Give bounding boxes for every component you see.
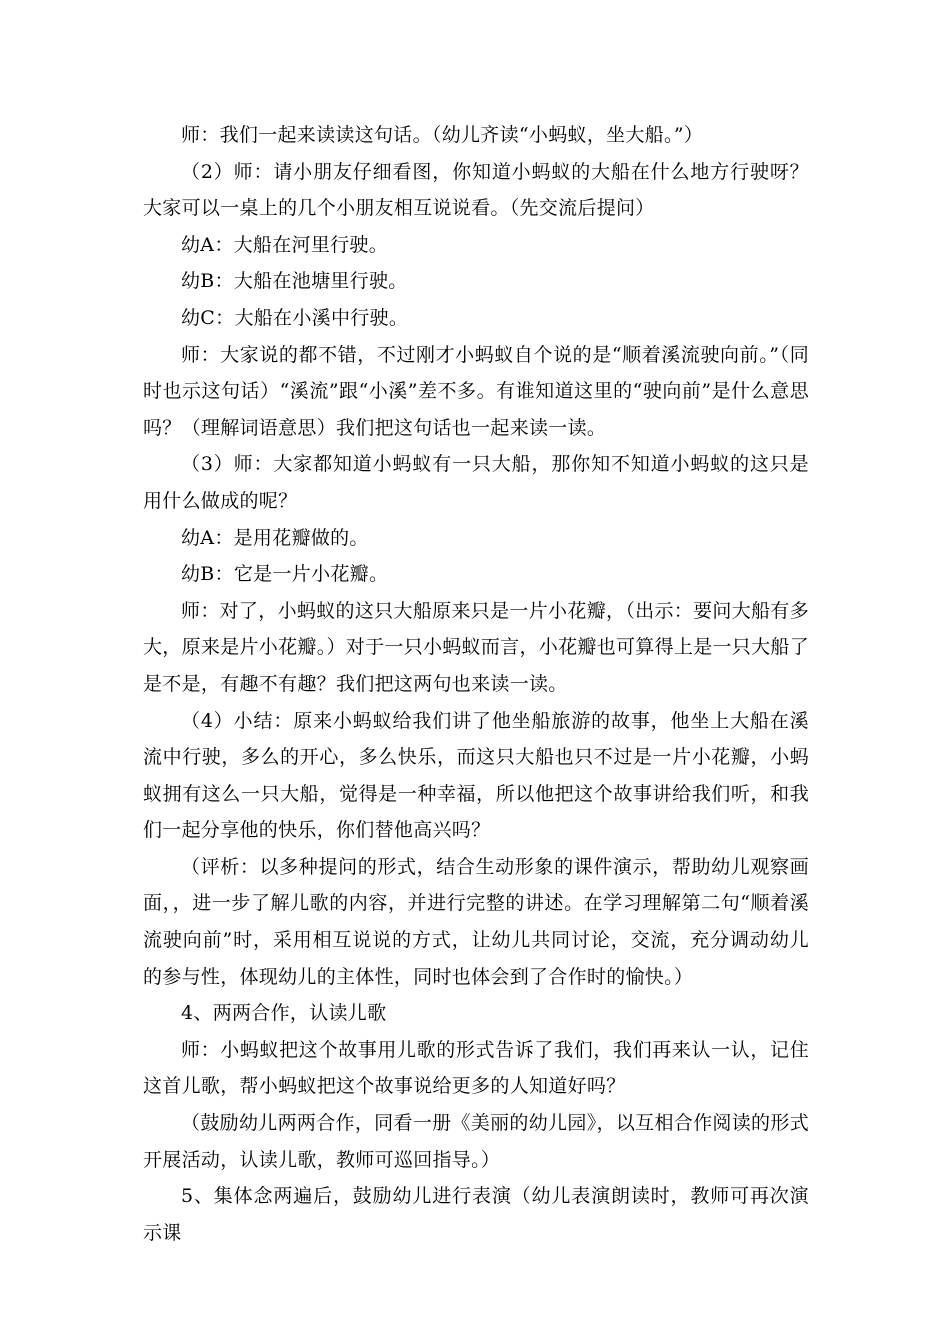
paragraph-1: 师：我们一起来读读这句话。（幼儿齐读“小蚂蚁，坐大船。”） (181, 124, 704, 146)
paragraph-15: （鼓励幼儿两两合作，同看一册《美丽的幼儿园》，以互相合作阅读的形式开展活动，认读儿歌，教师可巡回指导。） (143, 1112, 809, 1171)
paragraph-8: 幼A：是用花瓣做的。 (181, 526, 369, 549)
document-body (143, 117, 809, 1251)
section-heading-4: 4、两两合作，认读儿歌 (181, 1002, 387, 1025)
paragraph-7: （3）师：大家都知道小蚂蚁有一只大船，那你知不知道小蚂蚁的这只是用什么做成的呢？ (143, 453, 809, 512)
paragraph-12: （评析：以多种提问的形式，结合生动形象的课件演示，帮助幼儿观察画面，，进一步了解儿歌的内容，并进行完整的讲述。在学习理解第二句“顺着溪流驶向前”时，采用相互说说的方式，让幼儿共同讨论，交流，充分调动幼儿的参与性，体现幼儿的主体性，同时也体会到了合作时的愉快。） (143, 855, 809, 988)
paragraph-16: 5、集体念两遍后，鼓励幼儿进行表演（幼儿表演朗读时，教师可再次演示课 (143, 1185, 809, 1244)
paragraph-6: 师：大家说的都不错，不过刚才小蚂蚁自个说的是“顺着溪流驶向前。”（同时也示这句话）“溪流”跟“小溪”差不多。有谁知道这里的“驶向前”是什么意思吗？（理解词语意思）我们把这句话也一起来读一读。 (143, 343, 809, 439)
paragraph-14: 师：小蚂蚁把这个故事用儿歌的形式告诉了我们，我们再来认一认，记住这首儿歌，帮小蚂蚁把这个故事说给更多的人知道好吗？ (143, 1038, 809, 1098)
paragraph-10: 师：对了，小蚂蚁的这只大船原来只是一片小花瓣，（出示：要问大船有多大，原来是片小花瓣。）对于一只小蚂蚁而言，小花瓣也可算得上是一只大船了是不是，有趣不有趣？我们把这两句也来读一读。 (143, 599, 810, 695)
paragraph-4: 幼B：大船在池塘里行驶。 (181, 270, 408, 293)
paragraph-9: 幼B：它是一片小花瓣。 (181, 563, 389, 586)
paragraph-2: （2）师：请小朋友仔细看图，你知道小蚂蚁的大船在什么地方行驶呀？大家可以一桌上的几个小朋友相互说说看。（先交流后提问） (143, 160, 809, 220)
paragraph-5: 幼C：大船在小溪中行驶。 (181, 306, 409, 329)
paragraph-3: 幼A：大船在河里行驶。 (181, 233, 389, 256)
paragraph-11: （4）小结：原来小蚂蚁给我们讲了他坐船旅游的故事，他坐上大船在溪流中行驶，多么的开心，多么快乐，而这只大船也只不过是一片小花瓣，小蚂蚁拥有这么一只大船，觉得是一种幸福，所以他把这个故事讲给我们听，和我们一起分享他的快乐，你们替他高兴吗？ (143, 709, 809, 842)
